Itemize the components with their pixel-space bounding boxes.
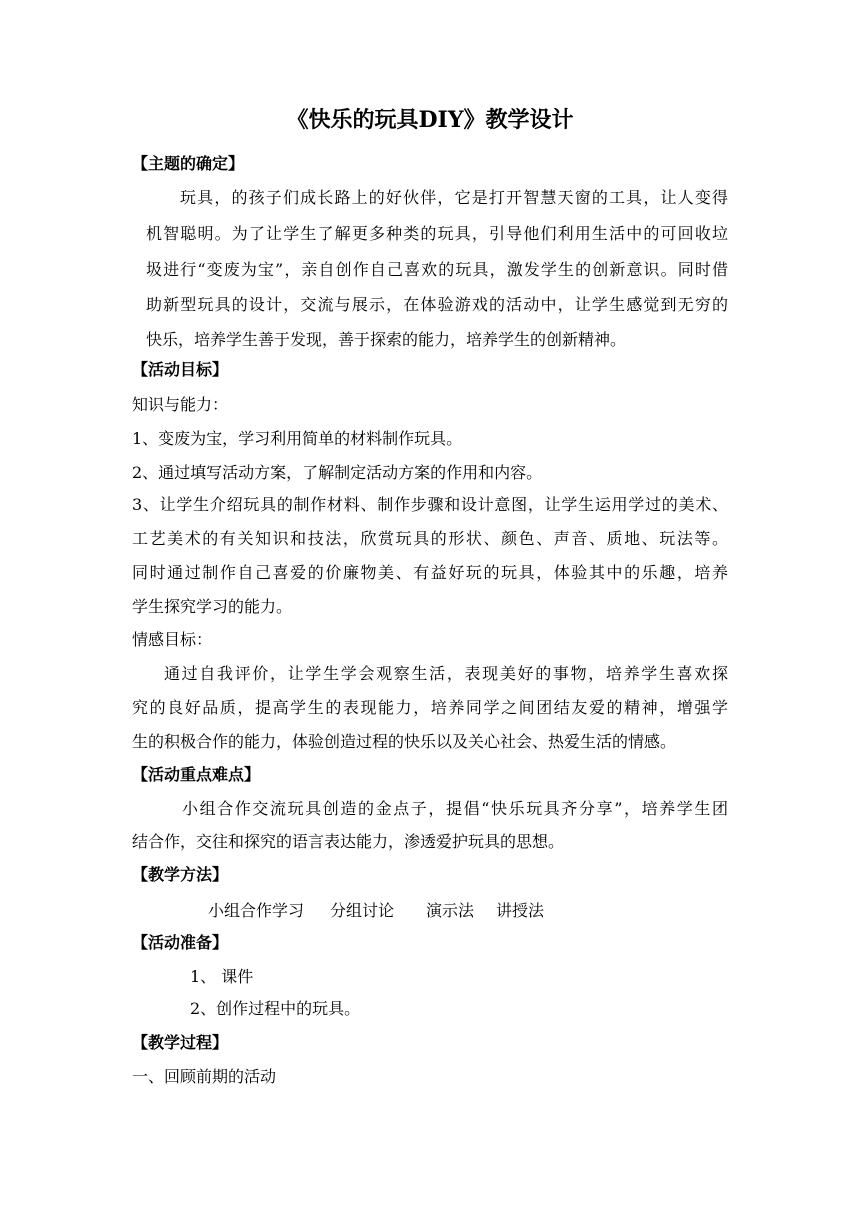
knowledge-ability-label: 知识与能力：	[132, 395, 229, 414]
key-points-line-2: 结合作，交往和探究的语言表达能力，渗透爱护玩具的思想。	[132, 832, 565, 851]
section-heading-process: 【教学过程】	[132, 1033, 229, 1052]
theme-paragraph-line-5: 快乐，培养学生善于发现，善于探索的能力，培养学生的创新精神。	[146, 330, 627, 349]
method-demonstration: 演示法	[426, 901, 475, 920]
section-heading-theme: 【主题的确定】	[132, 154, 245, 173]
emotion-paragraph-line-1: 通过自我评价，让学生学会观察生活，表现美好的事物，培养学生喜欢探	[164, 664, 728, 683]
method-group-discussion: 分组讨论	[330, 901, 395, 920]
goal-item-3-line-4: 学生探究学习的能力。	[132, 597, 293, 616]
theme-paragraph-line-1: 玩具，的孩子们成长路上的好伙伴，它是打开智慧天窗的工具，让人变得	[180, 188, 728, 207]
theme-paragraph-line-2: 机智聪明。为了让学生了解更多种类的玩具，引导他们利用生活中的可回收垃	[146, 224, 728, 243]
process-step-1: 一、回顾前期的活动	[132, 1067, 277, 1086]
theme-paragraph-line-4: 助新型玩具的设计，交流与展示，在体验游戏的活动中，让学生感觉到无穷的	[146, 295, 728, 314]
emotion-paragraph-line-2: 究的良好品质，提高学生的表现能力，培养同学之间团结友爱的精神，增强学	[132, 698, 728, 717]
emotion-paragraph-line-3: 生的积极合作的能力，体验创造过程的快乐以及关心社会、热爱生活的情感。	[132, 732, 677, 751]
section-heading-preparation: 【活动准备】	[132, 933, 229, 952]
goal-item-2: 2、通过填写活动方案，了解制定活动方案的作用和内容。	[132, 463, 543, 482]
emotion-goal-label: 情感目标：	[132, 630, 213, 649]
goal-item-3-line-1: 3、让学生介绍玩具的制作材料、制作步骤和设计意图，让学生运用学过的美术、	[132, 495, 728, 514]
section-heading-methods: 【教学方法】	[132, 865, 229, 884]
preparation-item-1: 1、 课件	[190, 967, 254, 986]
document-title: 《快乐的玩具DIY》教学设计	[286, 107, 574, 133]
method-group-learning: 小组合作学习	[208, 901, 305, 920]
method-lecture: 讲授法	[496, 901, 545, 920]
goal-item-3-line-3: 同时通过制作自己喜爱的价廉物美、有益好玩的玩具，体验其中的乐趣，培养	[132, 563, 728, 582]
goal-item-3-line-2: 工艺美术的有关知识和技法，欣赏玩具的形状、颜色、声音、质地、玩法等。	[132, 529, 728, 548]
preparation-item-2: 2、创作过程中的玩具。	[190, 999, 361, 1018]
section-heading-key-points: 【活动重点难点】	[132, 765, 261, 784]
key-points-line-1: 小组合作交流玩具创造的金点子，提倡“快乐玩具齐分享”，培养学生团	[182, 799, 728, 818]
goal-item-1: 1、变废为宝，学习利用简单的材料制作玩具。	[132, 429, 463, 448]
theme-paragraph-line-3: 圾进行“变废为宝”，亲自创作自己喜欢的玩具，激发学生的创新意识。同时借	[146, 260, 728, 279]
section-heading-goals: 【活动目标】	[132, 360, 229, 379]
